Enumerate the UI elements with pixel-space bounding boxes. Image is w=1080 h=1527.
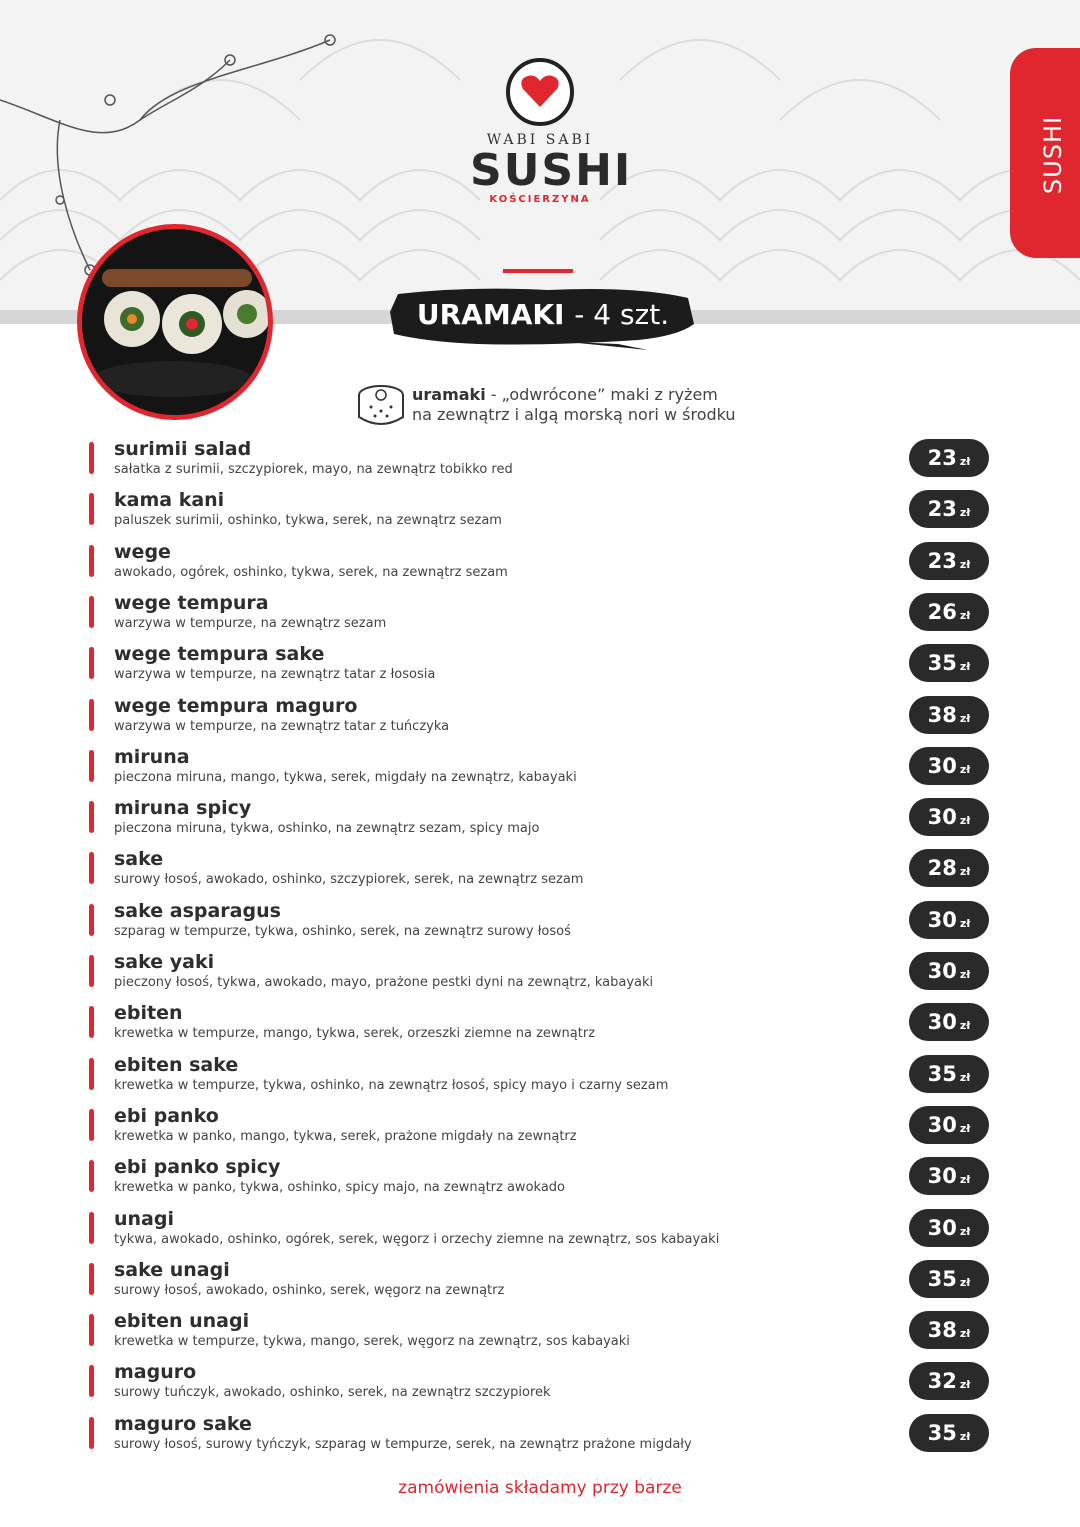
menu-item	[0, 796, 1080, 847]
item-marker	[89, 1006, 94, 1038]
item-price	[909, 1362, 989, 1400]
item-marker	[89, 955, 94, 987]
item-price-value: 35	[927, 1267, 957, 1291]
item-marker	[89, 852, 94, 884]
item-price-value: 30	[927, 908, 957, 932]
item-price-currency: zł	[959, 917, 971, 930]
brand-small: WABI SABI	[486, 132, 594, 148]
item-price	[909, 849, 989, 887]
menu-item	[0, 745, 1080, 796]
menu-item	[0, 1258, 1080, 1309]
item-name: wege tempura maguro	[114, 695, 358, 717]
roll-icon	[355, 383, 407, 429]
item-price	[909, 1157, 989, 1195]
item-name: wege	[114, 541, 171, 563]
item-price	[909, 1260, 989, 1298]
item-price-currency: zł	[959, 455, 971, 468]
menu-item	[0, 1309, 1080, 1360]
item-price	[909, 798, 989, 836]
item-price-currency: zł	[959, 506, 971, 519]
item-description: pieczony łosoś, tykwa, awokado, mayo, prażone pestki dyni na zewnątrz, kabayaki	[114, 975, 654, 990]
item-name: kama kani	[114, 489, 225, 511]
item-name: ebiten unagi	[114, 1310, 250, 1332]
item-price-value: 30	[927, 1216, 957, 1240]
menu-item	[0, 642, 1080, 693]
item-description: sałatka z surimii, szczypiorek, mayo, na zewnątrz tobikko red	[114, 462, 513, 477]
item-price-currency: zł	[959, 968, 971, 981]
menu-item	[0, 899, 1080, 950]
item-price-value: 30	[927, 754, 957, 778]
menu-item	[0, 437, 1080, 488]
menu-item	[0, 1412, 1080, 1463]
item-price	[909, 439, 989, 477]
item-price	[909, 1055, 989, 1093]
menu-item	[0, 847, 1080, 898]
item-description: warzywa w tempurze, na zewnątrz sezam	[114, 616, 387, 631]
item-price-value: 28	[927, 856, 957, 880]
item-price-currency: zł	[959, 1173, 971, 1186]
item-price	[909, 747, 989, 785]
item-price-value: 23	[927, 549, 957, 573]
item-name: sake	[114, 848, 164, 870]
heart-icon	[506, 58, 574, 126]
item-marker	[89, 1263, 94, 1295]
item-marker	[89, 801, 94, 833]
item-price-currency: zł	[959, 814, 971, 827]
item-description: pieczona miruna, tykwa, oshinko, na zewnątrz sezam, spicy majo	[114, 821, 540, 836]
item-price-value: 30	[927, 959, 957, 983]
item-marker	[89, 904, 94, 936]
item-name: ebiten sake	[114, 1054, 239, 1076]
item-name: ebi panko spicy	[114, 1156, 281, 1178]
item-marker	[89, 750, 94, 782]
item-price	[909, 644, 989, 682]
item-marker	[89, 1160, 94, 1192]
item-price	[909, 1003, 989, 1041]
item-description: paluszek surimii, oshinko, tykwa, serek, na zewnątrz sezam	[114, 513, 502, 528]
item-price-value: 30	[927, 1113, 957, 1137]
item-name: miruna	[114, 746, 190, 768]
side-tab	[1010, 48, 1080, 258]
item-price-value: 26	[927, 600, 957, 624]
item-price-currency: zł	[959, 865, 971, 878]
item-price	[909, 1106, 989, 1144]
item-price	[909, 593, 989, 631]
item-price	[909, 696, 989, 734]
item-name: wege tempura sake	[114, 643, 325, 665]
item-marker	[89, 493, 94, 525]
item-price-currency: zł	[959, 712, 971, 725]
side-tab-label: SUSHI	[1039, 115, 1067, 195]
item-price-value: 38	[927, 1318, 957, 1342]
item-description: krewetka w panko, mango, tykwa, serek, prażone migdały na zewnątrz	[114, 1129, 577, 1144]
item-price-currency: zł	[959, 1430, 971, 1443]
item-marker	[89, 1212, 94, 1244]
item-price-currency: zł	[959, 1122, 971, 1135]
item-name: surimii salad	[114, 438, 252, 460]
item-marker	[89, 1109, 94, 1141]
item-price	[909, 542, 989, 580]
item-marker	[89, 545, 94, 577]
item-description: krewetka w tempurze, mango, tykwa, serek, orzeszki ziemne na zewnątrz	[114, 1026, 596, 1041]
item-price-value: 32	[927, 1369, 957, 1393]
item-description: krewetka w panko, tykwa, oshinko, spicy majo, na zewnątrz awokado	[114, 1180, 565, 1195]
section-title-main: URAMAKI	[416, 298, 565, 331]
menu-item	[0, 1053, 1080, 1104]
item-price-currency: zł	[959, 1276, 971, 1289]
item-name: sake yaki	[114, 951, 215, 973]
item-name: ebi panko	[114, 1105, 219, 1127]
item-price-value: 30	[927, 1164, 957, 1188]
brand-main: SUSHI	[470, 145, 633, 196]
item-marker	[89, 1314, 94, 1346]
item-marker	[89, 1058, 94, 1090]
item-marker	[89, 596, 94, 628]
item-price-currency: zł	[959, 763, 971, 776]
menu-item	[0, 1360, 1080, 1411]
item-price	[909, 1414, 989, 1452]
note-line1: - „odwrócone” maki z ryżem	[485, 385, 718, 404]
item-marker	[89, 442, 94, 474]
menu-item	[0, 591, 1080, 642]
item-description: szparag w tempurze, tykwa, oshinko, serek, na zewnątrz surowy łosoś	[114, 924, 571, 939]
footer-note: zamówienia składamy przy barze	[398, 1478, 682, 1498]
item-name: wege tempura	[114, 592, 269, 614]
item-price	[909, 490, 989, 528]
note-line2: na zewnątrz i algą morską nori w środku	[412, 405, 736, 424]
item-name: sake asparagus	[114, 900, 281, 922]
brand-logo	[470, 58, 633, 205]
item-price-currency: zł	[959, 1225, 971, 1238]
menu-item	[0, 1155, 1080, 1206]
item-price-value: 30	[927, 1010, 957, 1034]
item-marker	[89, 699, 94, 731]
item-price	[909, 952, 989, 990]
item-price	[909, 1311, 989, 1349]
item-description: surowy tuńczyk, awokado, oshinko, serek, na zewnątrz szczypiorek	[114, 1385, 551, 1400]
menu-item	[0, 1104, 1080, 1155]
menu-item	[0, 694, 1080, 745]
item-price-currency: zł	[959, 558, 971, 571]
item-price-currency: zł	[959, 1378, 971, 1391]
item-description: pieczona miruna, mango, tykwa, serek, migdały na zewnątrz, kabayaki	[114, 770, 577, 785]
item-price	[909, 901, 989, 939]
item-name: unagi	[114, 1208, 174, 1230]
item-price-currency: zł	[959, 1019, 971, 1032]
item-marker	[89, 1365, 94, 1397]
item-price-currency: zł	[959, 1327, 971, 1340]
item-price-value: 35	[927, 1062, 957, 1086]
item-description: surowy łosoś, awokado, oshinko, szczypiorek, serek, na zewnątrz sezam	[114, 872, 584, 887]
title-accent-line	[503, 269, 573, 273]
item-description: awokado, ogórek, oshinko, tykwa, serek, na zewnątrz sezam	[114, 565, 508, 580]
item-description: warzywa w tempurze, na zewnątrz tatar z tuńczyka	[114, 719, 450, 734]
item-description: warzywa w tempurze, na zewnątrz tatar z łososia	[114, 667, 436, 682]
section-title	[388, 284, 698, 354]
item-price-currency: zł	[959, 660, 971, 673]
item-description: surowy łosoś, awokado, oshinko, serek, węgorz na zewnątrz	[114, 1283, 505, 1298]
item-price	[909, 1209, 989, 1247]
item-name: maguro sake	[114, 1413, 252, 1435]
item-name: ebiten	[114, 1002, 183, 1024]
menu-item	[0, 950, 1080, 1001]
item-name: sake unagi	[114, 1259, 230, 1281]
item-marker	[89, 1417, 94, 1449]
menu-item	[0, 1001, 1080, 1052]
item-price-value: 23	[927, 497, 957, 521]
item-description: krewetka w tempurze, tykwa, oshinko, na zewnątrz łosoś, spicy mayo i czarny sezam	[114, 1078, 669, 1093]
item-name: maguro	[114, 1361, 197, 1383]
menu-item	[0, 1207, 1080, 1258]
item-marker	[89, 647, 94, 679]
item-price-value: 35	[927, 1421, 957, 1445]
item-price-value: 30	[927, 805, 957, 829]
item-price-currency: zł	[959, 1071, 971, 1084]
section-title-sub: - 4 szt.	[574, 298, 670, 331]
menu-item	[0, 488, 1080, 539]
menu-item	[0, 540, 1080, 591]
item-price-value: 38	[927, 703, 957, 727]
item-description: surowy łosoś, surowy tyńczyk, szparag w tempurze, serek, na zewnątrz prażone migdały	[114, 1437, 692, 1452]
sushi-photo	[77, 224, 273, 420]
item-description: krewetka w tempurze, tykwa, mango, serek, węgorz na zewnątrz, sos kabayaki	[114, 1334, 630, 1349]
item-price-value: 23	[927, 446, 957, 470]
item-description: tykwa, awokado, oshinko, ogórek, serek, węgorz i orzechy ziemne na zewnątrz, sos kabayaki	[114, 1232, 720, 1247]
item-name: miruna spicy	[114, 797, 252, 819]
item-price-value: 35	[927, 651, 957, 675]
item-price-currency: zł	[959, 609, 971, 622]
note-term: uramaki	[412, 385, 486, 404]
brand-city: KOŚCIERZYNA	[489, 194, 591, 205]
